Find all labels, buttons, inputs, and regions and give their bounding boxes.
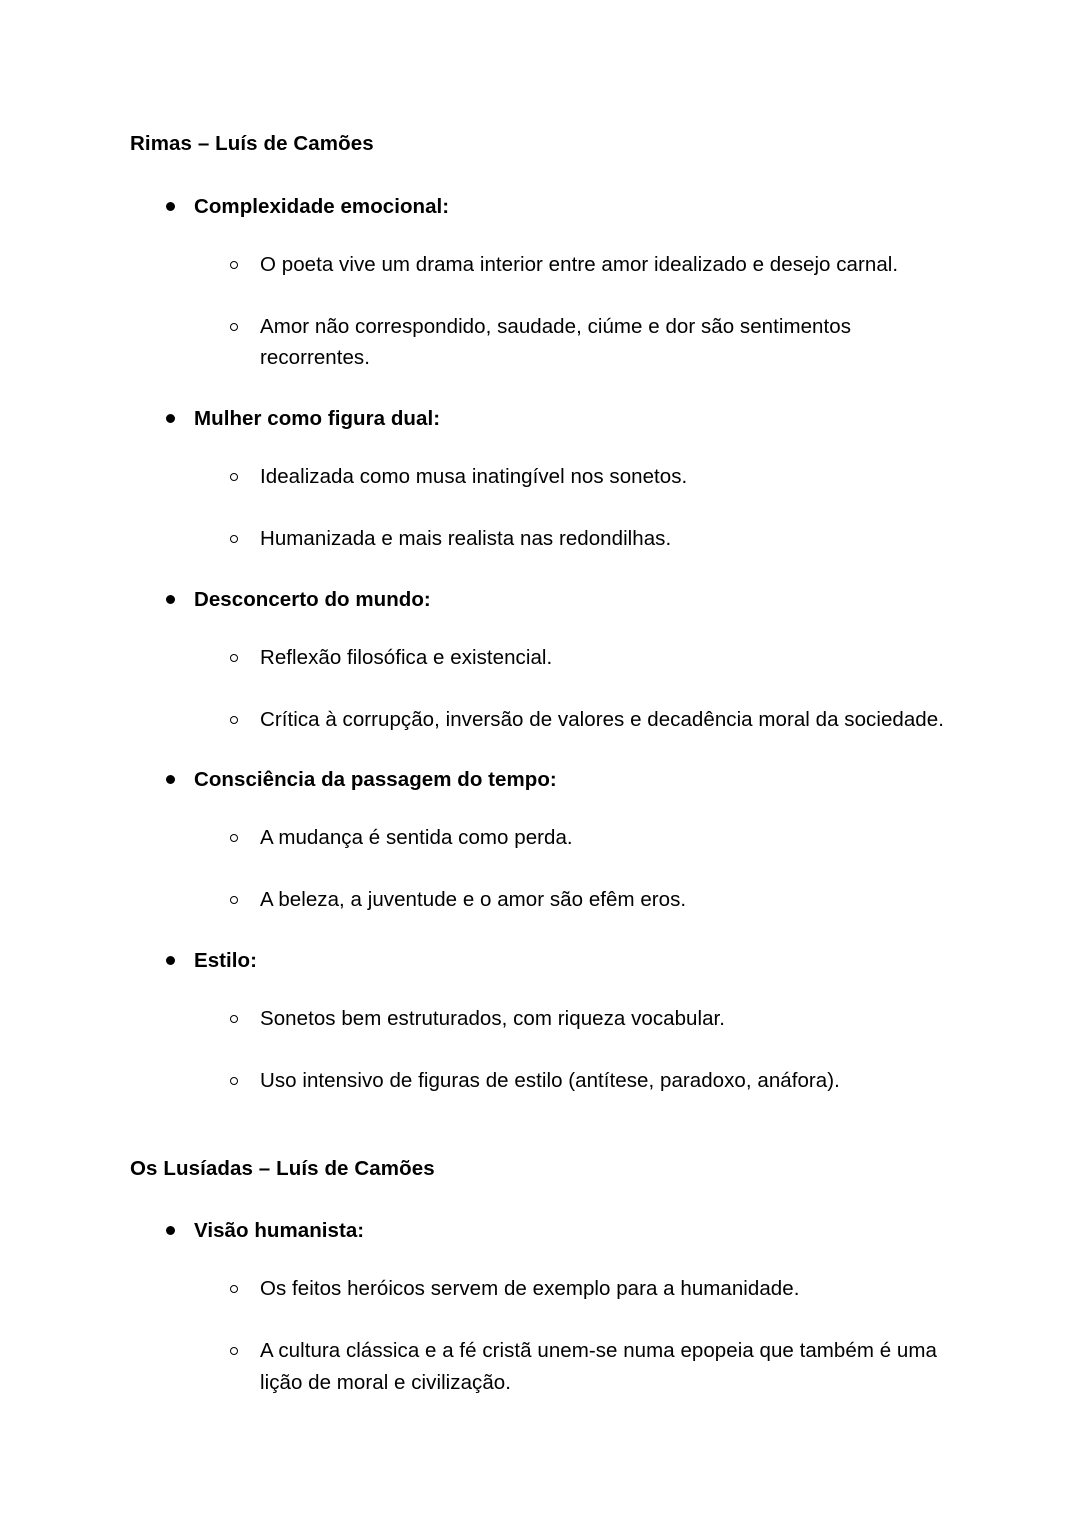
- hollow-bullet-icon: [230, 704, 244, 724]
- filled-bullet-icon: [166, 585, 180, 604]
- sub-list: [194, 1273, 945, 1398]
- sub-list-item-text: Idealizada como musa inatingível nos sonetos.: [260, 465, 688, 489]
- hollow-bullet-icon: [230, 249, 244, 269]
- hollow-bullet-icon: [230, 1273, 244, 1293]
- sub-list: [194, 822, 945, 916]
- hollow-bullet-icon: [230, 822, 244, 842]
- sub-list: [194, 249, 945, 374]
- hollow-bullet-icon: [230, 523, 244, 543]
- list-item: [130, 192, 945, 374]
- sub-list-item-text: Uso intensivo de figuras de estilo (antítese, paradoxo, anáfora).: [260, 1068, 840, 1092]
- hollow-bullet-icon: [230, 311, 244, 331]
- topic-list: [130, 192, 945, 1097]
- sub-list-item: [194, 884, 945, 916]
- hollow-bullet-icon: [230, 1003, 244, 1023]
- list-item: [130, 765, 945, 916]
- hollow-bullet-icon: [230, 642, 244, 662]
- sub-list-item-text: A beleza, a juventude e o amor são efêm eros.: [260, 888, 687, 912]
- list-item-label: Desconcerto do mundo:: [194, 587, 431, 611]
- sub-list-item: [194, 1065, 945, 1097]
- filled-bullet-icon: [166, 946, 180, 965]
- sub-list-item: [194, 461, 945, 493]
- filled-bullet-icon: [166, 192, 180, 211]
- section-title: Os Lusíadas – Luís de Camões: [130, 1156, 435, 1180]
- sub-list-item: [194, 822, 945, 854]
- sub-list-item: [194, 1273, 945, 1305]
- list-item: [130, 585, 945, 736]
- sub-list: [194, 642, 945, 736]
- hollow-bullet-icon: [230, 1335, 244, 1355]
- list-item: [130, 1216, 945, 1398]
- sub-list-item-text: Humanizada e mais realista nas redondilhas.: [260, 526, 672, 550]
- list-item-label: Consciência da passagem do tempo:: [194, 768, 557, 792]
- sub-list: [194, 461, 945, 555]
- section-rimas: [130, 130, 945, 1097]
- filled-bullet-icon: [166, 1216, 180, 1235]
- sub-list-item-text: Reflexão filosófica e existencial.: [260, 645, 553, 669]
- sub-list-item: [194, 642, 945, 674]
- list-item: [130, 946, 945, 1097]
- hollow-bullet-icon: [230, 884, 244, 904]
- sub-list-item: [194, 311, 945, 375]
- sub-list-item-text: A mudança é sentida como perda.: [260, 826, 573, 850]
- sub-list-item: [194, 704, 945, 736]
- list-item-label: Mulher como figura dual:: [194, 407, 441, 431]
- section-os-lusiadas: [130, 1155, 945, 1399]
- list-item-label: Visão humanista:: [194, 1219, 365, 1243]
- filled-bullet-icon: [166, 404, 180, 423]
- hollow-bullet-icon: [230, 461, 244, 481]
- sub-list: [194, 1003, 945, 1097]
- filled-bullet-icon: [166, 765, 180, 784]
- sub-list-item: [194, 249, 945, 281]
- sub-list-item-text: Os feitos heróicos servem de exemplo para a humanidade.: [260, 1277, 800, 1301]
- topic-list: [130, 1216, 945, 1398]
- section-title: Rimas – Luís de Camões: [130, 132, 374, 155]
- sub-list-item: [194, 1003, 945, 1035]
- list-item: [130, 404, 945, 555]
- sub-list-item-text: Amor não correspondido, saudade, ciúme e dor são sentimentos recorrentes.: [260, 314, 852, 370]
- list-item-label: Estilo:: [194, 949, 257, 972]
- sub-list-item: [194, 523, 945, 555]
- list-item-label: Complexidade emocional:: [194, 194, 450, 218]
- sub-list-item-text: A cultura clássica e a fé cristã unem-se numa epopeia que também é uma lição de moral e civilização.: [260, 1339, 937, 1394]
- sub-list-item-text: Sonetos bem estruturados, com riqueza vocabular.: [260, 1007, 726, 1031]
- hollow-bullet-icon: [230, 1065, 244, 1085]
- sub-list-item-text: Crítica à corrupção, inversão de valores e decadência moral da sociedade.: [260, 707, 944, 731]
- sub-list-item-text: O poeta vive um drama interior entre amor idealizado e desejo carnal.: [260, 252, 899, 276]
- sub-list-item: [194, 1335, 945, 1399]
